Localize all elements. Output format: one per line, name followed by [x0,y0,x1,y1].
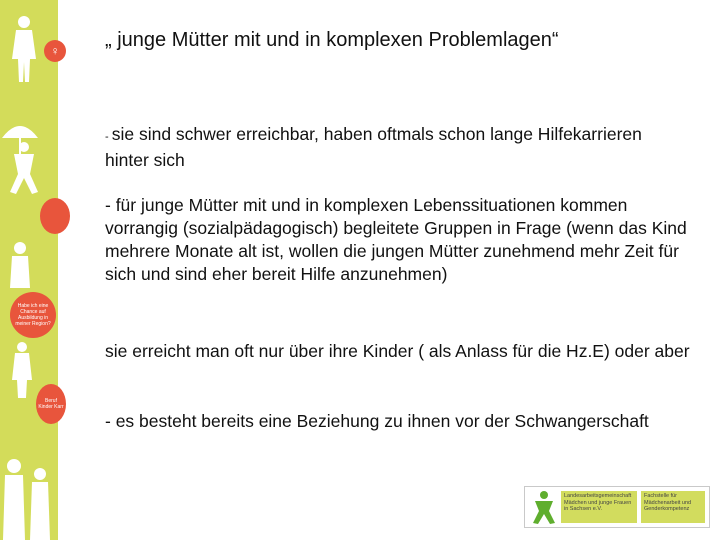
paragraph-2: - für junge Mütter mit und in komplexen Lebenssituationen kommen vorrangig (sozialpädagogisch) begleitete Gruppen in Frage (wenn das Kind mehrere Monate alt ist, wollen die jungen Mütter zunehmend mehr Zeit für sich und sind eher bereit Hilfe anzunehmen) [105,195,687,284]
green-figure-icon [529,489,559,525]
career-bubble: Beruf Kinder Karr [36,384,66,424]
paragraph-1 [105,123,690,172]
footer-org-text: Landesarbeitsgemeinschaft Mädchen und junge Frauen in Sachsen e.V. [564,493,632,512]
decorative-sidebar [0,0,64,540]
paragraph-3: sie erreicht man oft nur über ihre Kinder ( als Anlass für die Hz.E) oder aber [105,341,690,361]
group-silhouette-icon [0,456,58,540]
question-bubble: Habe ich eine Chance auf Ausbildung in meiner Region? [10,292,56,338]
bullet-dash: - [105,131,112,143]
paragraph-4: - es besteht bereits eine Beziehung zu ihnen vor der Schwangerschaft [105,411,649,431]
footer-unit-box [641,491,705,523]
footer-logo [524,486,710,528]
footer-unit-text: Fachstelle für Mädchenarbeit und Genderkompetenz [644,493,692,512]
jumping-girl-icon [4,140,44,200]
paragraph-1-text: sie sind schwer erreichbar, haben oftmals schon lange Hilfekarrieren hinter sich [105,124,642,170]
footer-org-box [561,491,637,523]
girl-silhouette-icon [0,240,40,290]
standing-girl-icon [2,340,42,400]
logo-badge: ♀ [44,40,66,62]
slide-title: „ junge Mütter mit und in komplexen Problemlagen“ [105,29,559,51]
speech-bubble [40,198,70,234]
woman-silhouette-icon [4,14,44,84]
